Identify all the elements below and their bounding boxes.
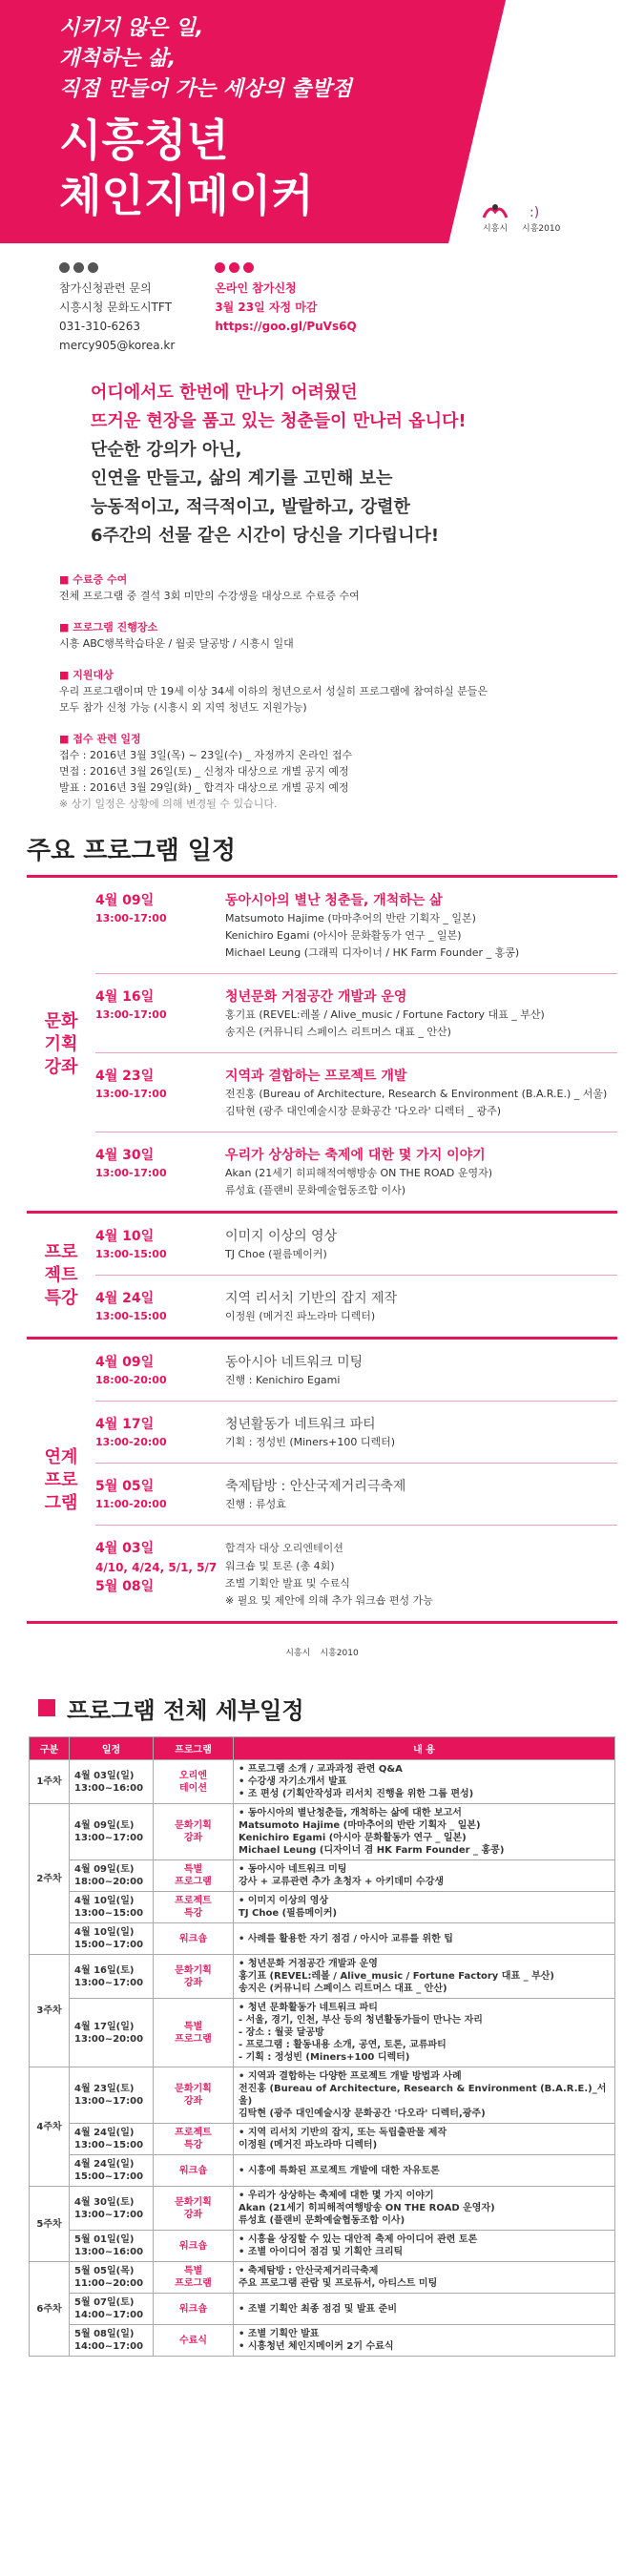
table-header: 구분 [30, 1737, 70, 1760]
schedule-rows [95, 878, 617, 1211]
hero-tagline: 시키지 않은 일, 개척하는 삶, 직접 만들어 가는 세상의 출발점 [59, 16, 352, 101]
session-person: 이정원 (메거진 파노라마 디렉터) [225, 1310, 376, 1322]
date-text: 4월 30일 [95, 1148, 155, 1163]
content-cell: • 동아시아의 별난청춘들, 개척하는 삶에 대한 보고서 Matsumoto Hajime (마마추어의 반란 기획자 _ 일본) Kenichiro Egami (아시아 문화활동가 연구 _ 일본) Michael Leung (디자이너 겸 HK Farm Founder _ 홍콩) [234, 1804, 615, 1860]
date-cell: 5월 07일(토) 14:00~17:00 [70, 2294, 154, 2325]
detail-title: 프로그램 전체 세부일정 [0, 1679, 644, 1736]
session-note: ※ 필요 및 제안에 의해 추가 워크숍 편성 가능 [225, 1594, 433, 1607]
program-cell: 오리엔 테이션 [154, 1760, 234, 1804]
footer-logos [0, 1624, 644, 1679]
session-title: 합격자 대상 오리엔테이션 [225, 1542, 343, 1554]
schedule-content [225, 1146, 492, 1199]
schedule-content [225, 987, 545, 1041]
program-cell: 특별 프로그램 [154, 1999, 234, 2067]
time-text: 13:00-15:00 [95, 1248, 167, 1260]
schedule-date [95, 1353, 225, 1389]
session-person: TJ Choe (필름메이커) [225, 1248, 327, 1260]
session-person: Kenichiro Egami (아시아 문화활동가 연구 _ 일본) [225, 929, 462, 942]
date-text: 5월 08일 [95, 1579, 155, 1594]
session-title: 축제탐방 : 안산국제거리극축제 [225, 1479, 406, 1494]
date-cell: 4월 03일(일) 13:00~16:00 [70, 1760, 154, 1804]
date-cell: 4월 17일(일) 13:00~20:00 [70, 1999, 154, 2067]
session-person: 김탁현 (광주 대인예술시장 문화공간 '다오라' 디렉터 _ 광주) [225, 1105, 502, 1117]
program-cell: 문화기획 강좌 [154, 1804, 234, 1860]
schedule-content [225, 891, 519, 962]
week-cell: 5주차 [30, 2187, 70, 2262]
date-cell: 4월 24일(일) 15:00~17:00 [70, 2155, 154, 2187]
table-row [30, 2294, 615, 2325]
table-row [30, 1760, 615, 1804]
program-cell: 워크숍 [154, 1923, 234, 1955]
schedule-row [95, 1340, 617, 1402]
date-text: 5월 05일 [95, 1479, 155, 1494]
content-cell: • 프로그램 소개 / 교과과정 관련 Q&A • 수강생 자기소개서 발표 • 조 편성 (기획안작성과 리서치 진행을 위한 그룹 편성) [234, 1760, 615, 1804]
week-cell: 4주차 [30, 2067, 70, 2187]
schedule-row [95, 974, 617, 1053]
table-row [30, 1804, 615, 1860]
content-cell: • 시흥에 특화된 프로젝트 개발에 대한 자유토론 [234, 2155, 615, 2187]
time-text: 18:00-20:00 [95, 1374, 167, 1386]
program-cell: 워크숍 [154, 2231, 234, 2262]
session-person: 홍기표 (REVEL:레볼 / Alive_music / Fortune Factory 대표 _ 부산) [225, 1008, 545, 1021]
program-cell: 워크숍 [154, 2155, 234, 2187]
main-schedule [27, 875, 617, 1624]
siheung-2010-logo-small: 시흥2010 [320, 1648, 359, 1658]
date-text: 4월 23일 [95, 1069, 155, 1084]
contact-inquiry: 참가신청관련 문의 시흥시청 문화도시TFT 031-310-6263 mercy905@korea.kr [59, 262, 175, 377]
program-cell: 특별 프로그램 [154, 1860, 234, 1892]
siheung-2010-logo: :) 시흥2010 [522, 205, 561, 234]
table-row [30, 2067, 615, 2124]
date-cell: 4월 24일(일) 13:00~15:00 [70, 2124, 154, 2155]
schedule-content [225, 1067, 607, 1120]
schedule-row [95, 1214, 617, 1276]
title-square-icon [38, 1699, 55, 1716]
session-title: 동아시아의 별난 청춘들, 개척하는 삶 [225, 893, 443, 908]
date-text: 4월 17일 [95, 1417, 155, 1432]
schedule-row [95, 878, 617, 974]
date-cell: 4월 16일(토) 13:00~17:00 [70, 1955, 154, 1999]
schedule-row [95, 1402, 617, 1464]
lead-message: 어디에서도 한번에 만나기 어려웠던 뜨거운 현장을 품고 있는 청춘들이 만나러 옵니다! 단순한 강의가 아닌, 인연을 만들고, 삶의 계기를 고민해 보는 능동적이고, 적극적이고, 발랄하고, 강렬한 6주간의 선물 같은 시간이 당신을 기다립니다! [91, 383, 467, 546]
program-cell: 특별 프로그램 [154, 2262, 234, 2294]
date-cell: 4월 23일(토) 13:00~17:00 [70, 2067, 154, 2124]
session-person: Michael Leung (그래픽 디자이너 / HK Farm Founder _ 홍콩) [225, 946, 520, 959]
time-text: 13:00-15:00 [95, 1310, 167, 1322]
program-cell: 프로젝트 특강 [154, 2124, 234, 2155]
content-cell: • 조별 기획안 최종 점검 및 발표 준비 [234, 2294, 615, 2325]
program-cell: 프로젝트 특강 [154, 1892, 234, 1923]
schedule-group [27, 1214, 617, 1340]
schedule-content [225, 1477, 405, 1513]
time-text: 13:00-17:00 [95, 1008, 167, 1021]
online-application: 온라인 참가신청 3월 23일 자정 마감 https://goo.gl/PuVs6Q [215, 262, 356, 377]
schedule-group [27, 878, 617, 1214]
table-row [30, 2325, 615, 2357]
date-cell: 5월 05일(목) 11:00~20:00 [70, 2262, 154, 2294]
content-cell: • 축제탐방 : 안산국제거리극축제 주요 프로그램 관람 및 프로듀서, 아티스트 미팅 [234, 2262, 615, 2294]
table-row [30, 1955, 615, 1999]
content-cell: • 사례를 활용한 자기 점검 / 아시아 교류를 위한 팁 [234, 1923, 615, 1955]
session-person: Akan (21세기 히피해적여행방송 ON THE ROAD 운영자) [225, 1167, 493, 1179]
program-cell: 워크숍 [154, 2294, 234, 2325]
table-row [30, 1860, 615, 1892]
time-text: 13:00-17:00 [95, 1167, 167, 1179]
schedule-row [95, 1132, 617, 1211]
date-cell: 4월 10일(일) 15:00~17:00 [70, 1923, 154, 1955]
content-cell: • 시흥을 상징할 수 있는 대안적 축제 아이디어 관련 토론 • 조별 아이디어 점검 및 기획안 크리틱 [234, 2231, 615, 2262]
session-person: 워크숍 및 토론 (총 4회) [225, 1560, 335, 1572]
schedule-date [95, 987, 225, 1041]
schedule-title: 주요 프로그램 일정 [27, 837, 237, 865]
date-cell: 4월 09일(토) 18:00~20:00 [70, 1860, 154, 1892]
session-person: Matsumoto Hajime (마마추어의 반란 기획자 _ 일본) [225, 912, 476, 924]
date-text: 4월 09일 [95, 1355, 155, 1370]
date-text: 4월 16일 [95, 989, 155, 1005]
table-row [30, 1892, 615, 1923]
session-person: 조별 기획안 발표 및 수료식 [225, 1577, 350, 1589]
svg-text::): :) [530, 205, 540, 219]
session-person: 송지은 (커뮤니티 스페이스 리트머스 대표 _ 안산) [225, 1026, 451, 1038]
table-row [30, 2155, 615, 2187]
date-cell: 4월 09일(토) 13:00~17:00 [70, 1804, 154, 1860]
schedule-date [95, 1227, 225, 1263]
program-cell: 문화기획 강좌 [154, 2067, 234, 2124]
time-text: 13:00-20:00 [95, 1436, 167, 1448]
content-cell: • 지역 리서치 기반의 잡지, 또는 독립출판물 제작 이정원 (메거진 파노라마 디렉터) [234, 2124, 615, 2155]
page-title: 시흥청년 체인지메이커 [59, 114, 314, 221]
session-title: 이미지 이상의 영상 [225, 1229, 338, 1244]
week-cell: 1주차 [30, 1760, 70, 1804]
schedule-date [95, 1146, 225, 1199]
date-text: 4월 10일 [95, 1229, 155, 1244]
session-title: 지역 리서치 기반의 잡지 제작 [225, 1291, 398, 1306]
info-venue: ■ 프로그램 진행장소 시흥 ABC행복학습타운 / 월곶 달공방 / 시흥시 일대 [59, 619, 644, 652]
application-link[interactable]: https://goo.gl/PuVs6Q [215, 320, 357, 333]
hero-logos [482, 202, 560, 234]
time-text: 13:00-17:00 [95, 1088, 167, 1100]
schedule-category: 연계 프로 그램 [44, 1446, 78, 1513]
date-text: 4월 24일 [95, 1291, 155, 1306]
schedule-content [225, 1539, 433, 1610]
siheung-city-logo-small: 시흥시 [285, 1648, 311, 1658]
contact-email[interactable]: mercy905@korea.kr [59, 339, 176, 352]
schedule-date [95, 1477, 225, 1513]
schedule-rows [95, 1340, 617, 1621]
contact-section [0, 243, 644, 377]
session-person: 전진홍 (Bureau of Architecture, Research & Environment (B.A.R.E.) _ 서울) [225, 1088, 608, 1100]
schedule-row [95, 1526, 617, 1621]
schedule-content [225, 1289, 397, 1325]
content-cell: • 조별 기획안 발표 • 시흥청년 체인지메이커 2기 수료식 [234, 2325, 615, 2357]
schedule-row [95, 1276, 617, 1337]
program-cell: 수료식 [154, 2325, 234, 2357]
date-text: 4월 03일 [95, 1541, 155, 1556]
table-header: 일정 [70, 1737, 154, 1760]
session-title: 우리가 상상하는 축제에 대한 몇 가지 이야기 [225, 1148, 486, 1163]
time-text: 13:00-17:00 [95, 912, 167, 924]
table-row [30, 1999, 615, 2067]
info-eligibility: ■ 지원대상 우리 프로그램이며 만 19세 이상 34세 이하의 청년으로서 성실히 프로그램에 참여하실 분들은 모두 참가 신청 가능 (시흥시 외 지역 청년도 지원가능) [59, 667, 644, 716]
session-person: 류성효 (플랜비 문화예술협동조합 이사) [225, 1184, 406, 1196]
content-cell: • 동아시아 네트워크 미팅 강사 + 교류관련 추가 초청자 + 아키데미 수강생 [234, 1860, 615, 1892]
table-row [30, 2262, 615, 2294]
date-cell: 5월 01일(일) 13:00~16:00 [70, 2231, 154, 2262]
schedule-category: 프로 젝트 특강 [44, 1241, 78, 1308]
schedule-date [95, 1067, 225, 1120]
schedule-row [95, 1053, 617, 1132]
schedule-category: 문화 기획 강좌 [44, 1010, 78, 1077]
schedule-date [95, 1289, 225, 1325]
date-cell: 4월 10일(일) 13:00~15:00 [70, 1892, 154, 1923]
table-header: 내 용 [234, 1737, 615, 1760]
session-person: 진행 : Kenichiro Egami [225, 1374, 341, 1386]
session-title: 지역과 결합하는 프로젝트 개발 [225, 1069, 407, 1084]
session-person: 진행 : 류성효 [225, 1498, 286, 1510]
siheung-city-logo: 시흥시 [482, 202, 509, 234]
time-text: 11:00-20:00 [95, 1498, 167, 1510]
content-cell: • 이미지 이상의 영상 TJ Choe (필름메이커) [234, 1892, 615, 1923]
program-cell: 문화기획 강좌 [154, 2187, 234, 2231]
schedule-content [225, 1353, 363, 1389]
schedule-date [95, 891, 225, 962]
schedule-date [95, 1539, 225, 1610]
date-text: 4월 09일 [95, 893, 155, 908]
date-cell: 4월 30일(토) 13:00~17:00 [70, 2187, 154, 2231]
info-certificate: ■ 수료증 수여 전체 프로그램 중 결석 3회 미만의 수강생을 대상으로 수료증 수여 [59, 571, 644, 604]
info-section [0, 551, 644, 812]
hero-banner [0, 0, 644, 243]
table-header: 프로그램 [154, 1737, 234, 1760]
schedule-group [27, 1340, 617, 1624]
schedule-rows [95, 1214, 617, 1337]
session-person: 기획 : 정성빈 (Miners+100 디렉터) [225, 1436, 396, 1448]
table-row [30, 1923, 615, 1955]
schedule-date [95, 1415, 225, 1451]
session-title: 청년문화 거점공간 개발과 운영 [225, 989, 407, 1005]
table-row [30, 2187, 615, 2231]
session-title: 청년활동가 네트워크 파티 [225, 1417, 376, 1432]
content-cell: • 지역과 결합하는 다양한 프로젝트 개발 방법과 사례 전진홍 (Bureau of Architecture, Research & Environment (B.A.R.E.)_서울) 김탁현 (광주 대인예술시장 문화공간 '다오라' 디렉터,광주) [234, 2067, 615, 2124]
schedule-content [225, 1227, 337, 1263]
table-row [30, 2124, 615, 2155]
content-cell: • 청년 문화활동가 네트워크 파티 - 서울, 경기, 인천, 부산 등의 청년활동가들이 만나는 자리 - 장소 : 월곶 달공방 - 프로그램 : 활동내용 소개, 공연, 토론, 교류파티 - 기획 : 정성빈 (Miners+100 디렉터) [234, 1999, 615, 2067]
table-row [30, 2231, 615, 2262]
session-title: 동아시아 네트워크 미팅 [225, 1355, 364, 1370]
schedule-row [95, 1464, 617, 1526]
detail-table [29, 1736, 615, 2357]
program-cell: 문화기획 강좌 [154, 1955, 234, 1999]
date-text: 4/10, 4/24, 5/1, 5/7 [95, 1561, 218, 1574]
info-dates: ■ 접수 관련 일정 접수 : 2016년 3월 3일(목) ~ 23일(수) _ 자정까지 온라인 접수 면접 : 2016년 3월 26일(토) _ 신청자 대상으로 개별 공지 예정 발표 : 2016년 3월 29일(화) _ 합격자 대상으로 개별 공지 예정 ※ 상기 일정은 상황에 의해 변경될 수 있습니다. [59, 731, 644, 812]
content-cell: • 우리가 상상하는 축제에 대한 몇 가지 이야기 Akan (21세기 히피해적여행방송 ON THE ROAD 운영자) 류성효 (플랜비 문화예술협동조합 이사) [234, 2187, 615, 2231]
week-cell: 6주차 [30, 2262, 70, 2357]
week-cell: 2주차 [30, 1804, 70, 1955]
schedule-content [225, 1415, 395, 1451]
content-cell: • 청년문화 거점공간 개발과 운영 홍기표 (REVEL:레볼 / Alive_music / Fortune Factory 대표 _ 부산) 송지은 (커뮤니티 스페이스 리트머스 대표 _ 안산) [234, 1955, 615, 1999]
week-cell: 3주차 [30, 1955, 70, 2067]
date-cell: 5월 08일(일) 14:00~17:00 [70, 2325, 154, 2357]
